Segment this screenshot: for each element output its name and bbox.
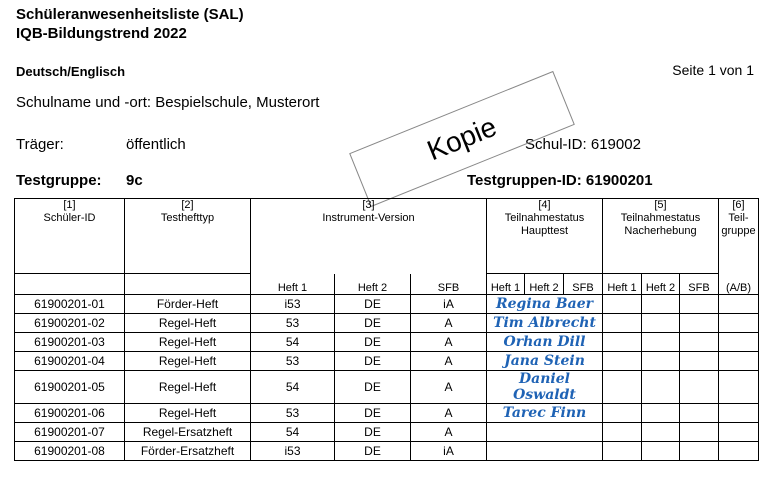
stamp-text: Kopie xyxy=(422,110,501,167)
col-header-teilgruppe: [6] Teil-gruppe xyxy=(719,199,759,274)
heft1-version: 53 xyxy=(251,352,335,371)
heft2-version: DE xyxy=(335,423,411,442)
nacherhebung-heft1[interactable] xyxy=(603,404,642,423)
heft2-version: DE xyxy=(335,404,411,423)
subheader-heft2: Heft 2 xyxy=(335,274,411,295)
nacherhebung-heft1[interactable] xyxy=(603,371,642,404)
heft1-version: 54 xyxy=(251,371,335,404)
heft1-version: i53 xyxy=(251,295,335,314)
teilgruppe-cell[interactable] xyxy=(719,352,759,371)
heft2-version: DE xyxy=(335,333,411,352)
sfb-version: A xyxy=(411,352,487,371)
table-header-row xyxy=(15,199,759,274)
subheader-heft1: Heft 1 xyxy=(251,274,335,295)
sfb-version: iA xyxy=(411,295,487,314)
attendance-signature[interactable] xyxy=(487,423,603,442)
heft2-version: DE xyxy=(335,442,411,461)
attendance-signature[interactable]: Orhan Dill xyxy=(487,333,603,352)
nacherhebung-heft2[interactable] xyxy=(642,404,680,423)
testgruppe-label: Testgruppe: xyxy=(16,172,102,189)
subheader-ne-sfb: SFB xyxy=(680,274,719,295)
sfb-version: A xyxy=(411,314,487,333)
table-subheader-row xyxy=(15,274,759,295)
sfb-version: A xyxy=(411,423,487,442)
sfb-version: A xyxy=(411,333,487,352)
attendance-signature[interactable]: Tim Albrecht xyxy=(487,314,603,333)
document-title: Schüleranwesenheitsliste (SAL) xyxy=(16,6,244,23)
testheft-type: Regel-Heft xyxy=(125,404,251,423)
student-id: 61900201-03 xyxy=(15,333,125,352)
heft1-version: 54 xyxy=(251,333,335,352)
teilgruppe-cell[interactable] xyxy=(719,371,759,404)
table-row xyxy=(15,442,759,461)
attendance-signature[interactable] xyxy=(487,442,603,461)
testgruppen-id: Testgruppen-ID: 61900201 xyxy=(467,172,653,189)
teilgruppe-cell[interactable] xyxy=(719,442,759,461)
heft2-version: DE xyxy=(335,314,411,333)
testheft-type: Regel-Ersatzheft xyxy=(125,423,251,442)
subheader-ht-heft2: Heft 2 xyxy=(525,274,564,295)
col-header-nacherhebung: [5] Teilnahmestatus Nacherhebung xyxy=(603,199,719,274)
nacherhebung-heft2[interactable] xyxy=(642,371,680,404)
heft2-version: DE xyxy=(335,352,411,371)
table-row xyxy=(15,352,759,371)
testheft-type: Regel-Heft xyxy=(125,333,251,352)
nacherhebung-heft1[interactable] xyxy=(603,352,642,371)
col-header-haupttest: [4] Teilnahmestatus Haupttest xyxy=(487,199,603,274)
nacherhebung-heft2[interactable] xyxy=(642,314,680,333)
schul-id: Schul-ID: 619002 xyxy=(525,136,641,153)
attendance-signature[interactable]: Jana Stein xyxy=(487,352,603,371)
table-row xyxy=(15,371,759,404)
nacherhebung-sfb[interactable] xyxy=(680,423,719,442)
nacherhebung-sfb[interactable] xyxy=(680,295,719,314)
attendance-table xyxy=(14,198,759,461)
nacherhebung-sfb[interactable] xyxy=(680,442,719,461)
nacherhebung-heft2[interactable] xyxy=(642,423,680,442)
student-id: 61900201-08 xyxy=(15,442,125,461)
subheader-ne-heft1: Heft 1 xyxy=(603,274,642,295)
nacherhebung-heft2[interactable] xyxy=(642,352,680,371)
sfb-version: A xyxy=(411,371,487,404)
teilgruppe-cell[interactable] xyxy=(719,423,759,442)
testheft-type: Förder-Heft xyxy=(125,295,251,314)
nacherhebung-sfb[interactable] xyxy=(680,371,719,404)
testheft-type: Förder-Ersatzheft xyxy=(125,442,251,461)
table-row xyxy=(15,314,759,333)
nacherhebung-sfb[interactable] xyxy=(680,314,719,333)
student-id: 61900201-06 xyxy=(15,404,125,423)
nacherhebung-heft2[interactable] xyxy=(642,333,680,352)
subheader-ht-heft1: Heft 1 xyxy=(487,274,525,295)
student-id: 61900201-05 xyxy=(15,371,125,404)
testheft-type: Regel-Heft xyxy=(125,314,251,333)
teilgruppe-cell[interactable] xyxy=(719,295,759,314)
student-id: 61900201-01 xyxy=(15,295,125,314)
testgruppe-value: 9c xyxy=(126,172,143,189)
nacherhebung-heft1[interactable] xyxy=(603,295,642,314)
heft1-version: i53 xyxy=(251,442,335,461)
testheft-type: Regel-Heft xyxy=(125,352,251,371)
heft1-version: 53 xyxy=(251,404,335,423)
heft2-version: DE xyxy=(335,371,411,404)
nacherhebung-heft2[interactable] xyxy=(642,442,680,461)
traeger-value: öffentlich xyxy=(126,136,186,153)
student-id: 61900201-04 xyxy=(15,352,125,371)
school-info: Schulname und -ort: Bespielschule, Musterort xyxy=(16,94,320,111)
col-header-schueler-id: [1] Schüler-ID xyxy=(15,199,125,274)
attendance-signature[interactable]: Daniel Oswaldt xyxy=(487,371,603,404)
subheader-ht-sfb: SFB xyxy=(564,274,603,295)
nacherhebung-heft1[interactable] xyxy=(603,333,642,352)
nacherhebung-heft1[interactable] xyxy=(603,442,642,461)
teilgruppe-cell[interactable] xyxy=(719,333,759,352)
page-info: Seite 1 von 1 xyxy=(672,62,754,78)
teilgruppe-cell[interactable] xyxy=(719,404,759,423)
sfb-version: iA xyxy=(411,442,487,461)
document-subtitle: IQB-Bildungstrend 2022 xyxy=(16,25,187,42)
nacherhebung-sfb[interactable] xyxy=(680,333,719,352)
sfb-version: A xyxy=(411,404,487,423)
subheader-sfb: SFB xyxy=(411,274,487,295)
nacherhebung-sfb[interactable] xyxy=(680,404,719,423)
table-row xyxy=(15,404,759,423)
nacherhebung-heft1[interactable] xyxy=(603,423,642,442)
nacherhebung-sfb[interactable] xyxy=(680,352,719,371)
teilgruppe-cell[interactable] xyxy=(719,314,759,333)
table-row xyxy=(15,423,759,442)
testheft-type: Regel-Heft xyxy=(125,371,251,404)
nacherhebung-heft1[interactable] xyxy=(603,314,642,333)
subheader-ab: (A/B) xyxy=(719,274,759,295)
table-row xyxy=(15,295,759,314)
attendance-signature[interactable]: Tarec Finn xyxy=(487,404,603,423)
subheader-ne-heft2: Heft 2 xyxy=(642,274,680,295)
heft1-version: 53 xyxy=(251,314,335,333)
student-id: 61900201-07 xyxy=(15,423,125,442)
col-header-instrument-version: [3] Instrument-Version xyxy=(251,199,487,274)
traeger-label: Träger: xyxy=(16,136,64,153)
student-id: 61900201-02 xyxy=(15,314,125,333)
col-header-testhefttyp: [2] Testhefttyp xyxy=(125,199,251,274)
subject-label: Deutsch/Englisch xyxy=(16,64,126,79)
attendance-signature[interactable]: Regina Baer xyxy=(487,295,603,314)
heft1-version: 54 xyxy=(251,423,335,442)
heft2-version: DE xyxy=(335,295,411,314)
nacherhebung-heft2[interactable] xyxy=(642,295,680,314)
table-row xyxy=(15,333,759,352)
